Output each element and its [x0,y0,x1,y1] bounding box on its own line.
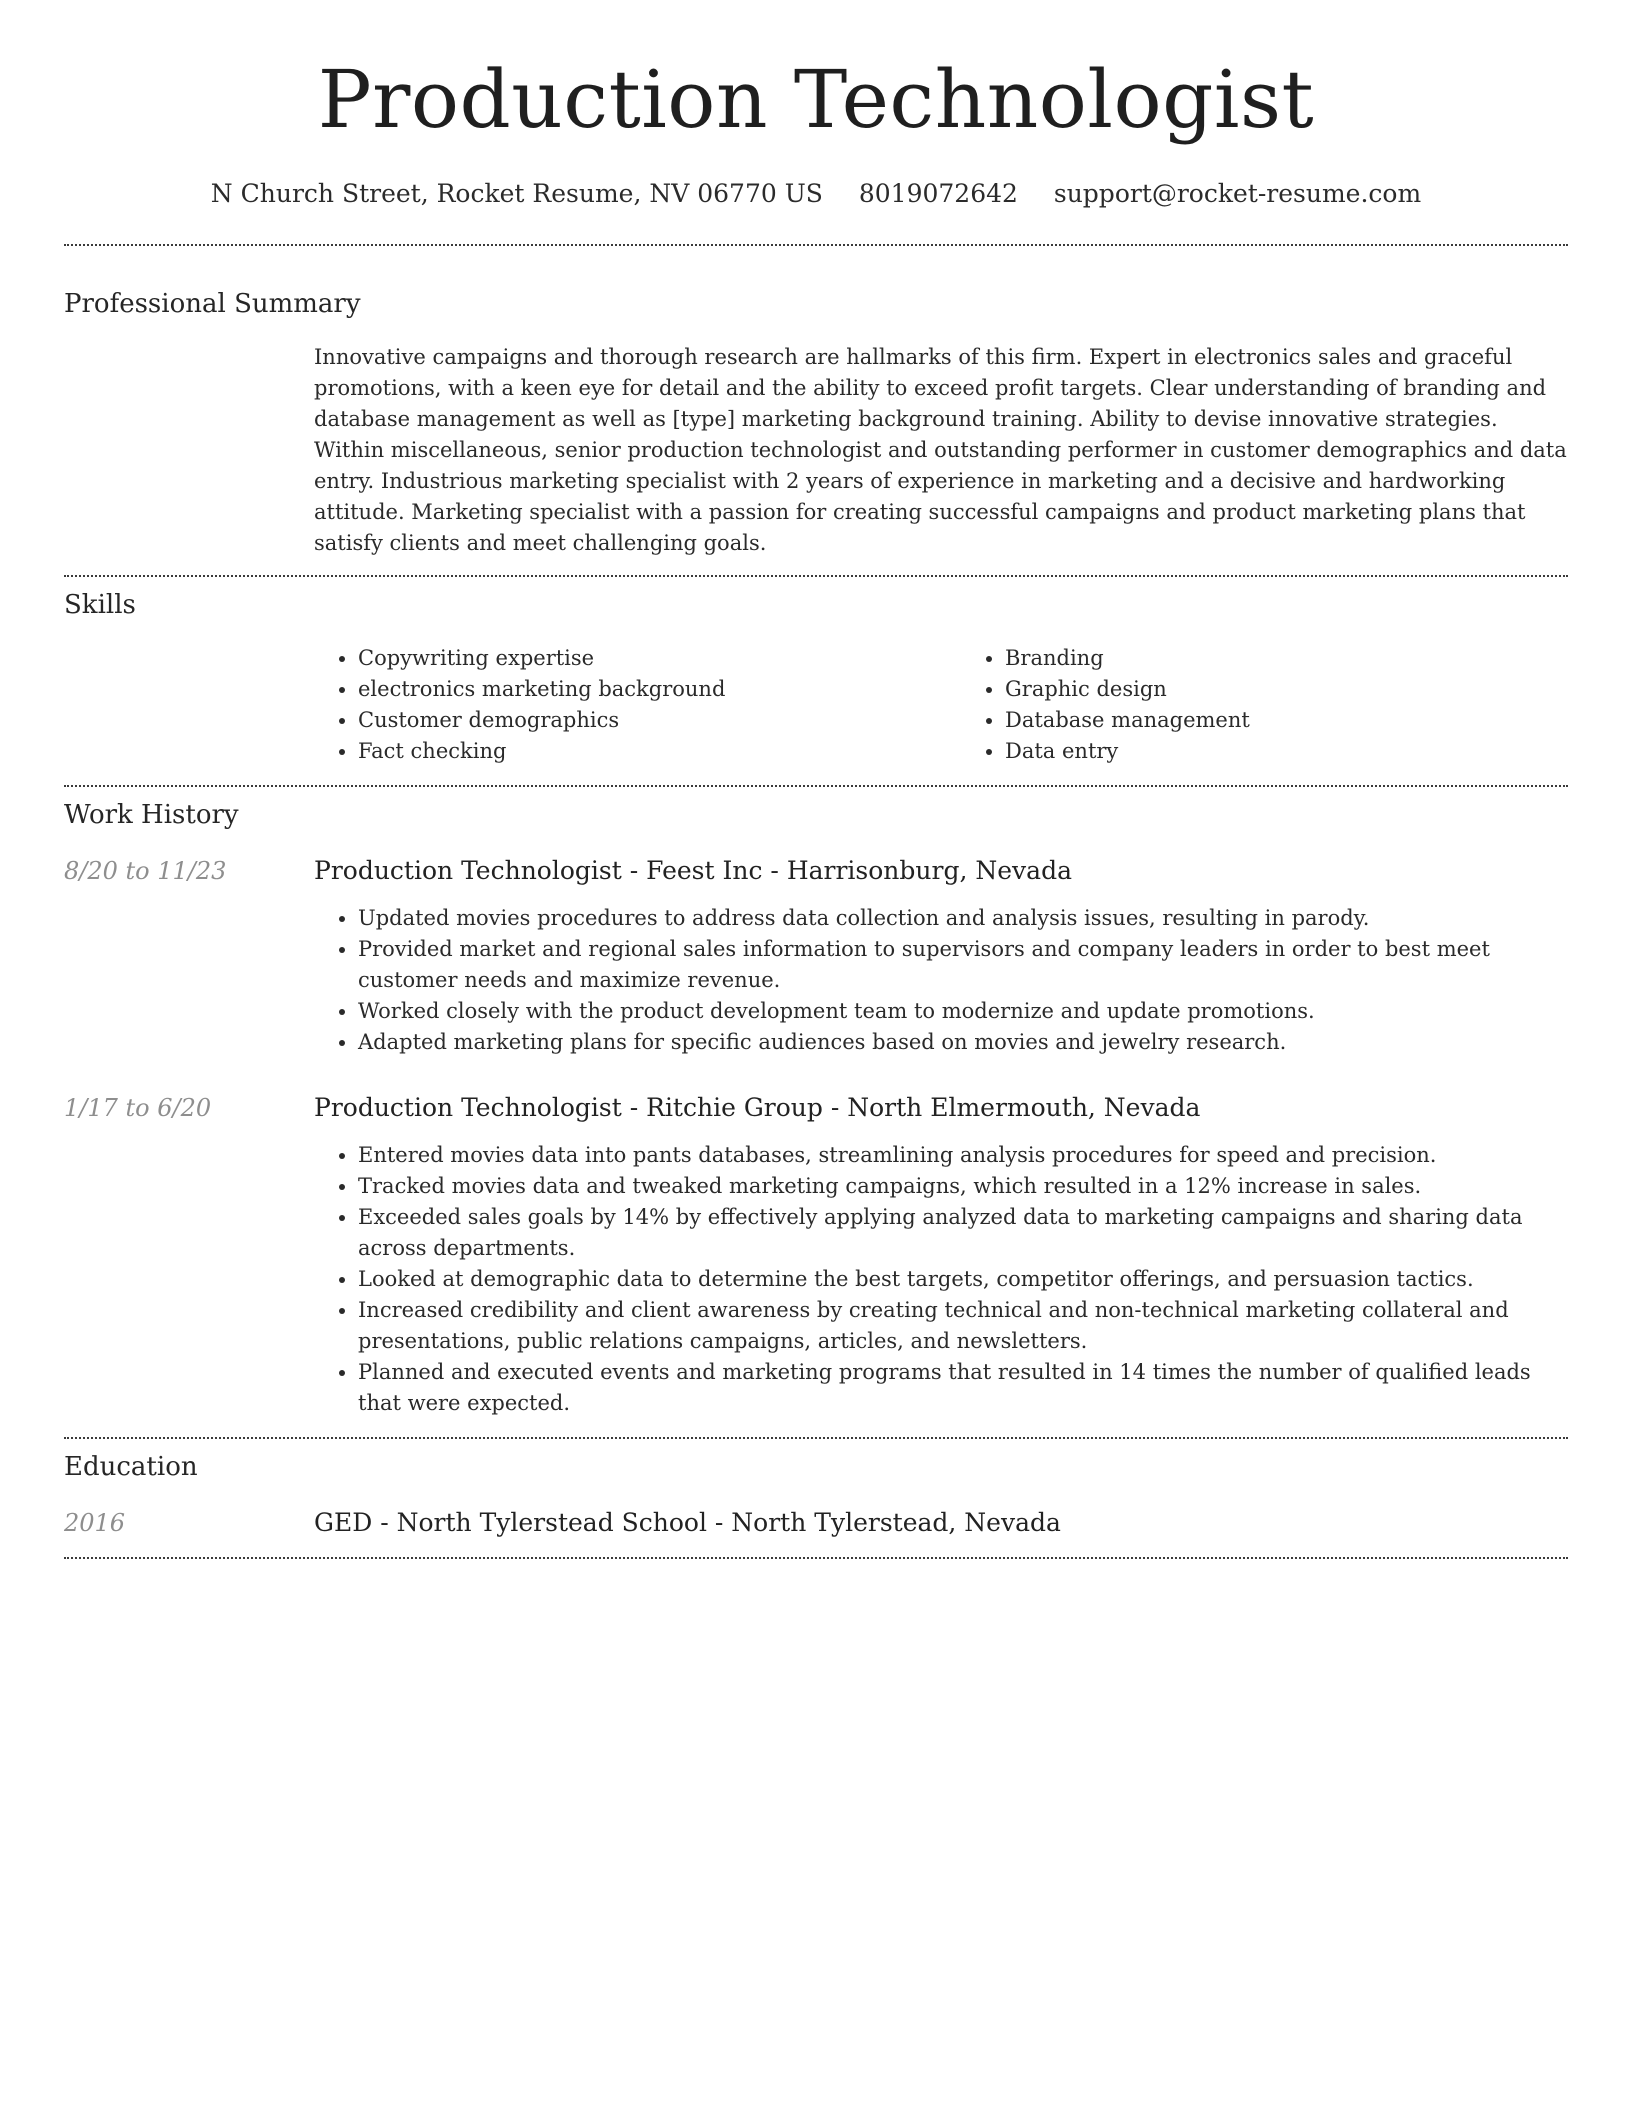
job-bullets [314,1140,1568,1419]
job-bullet: • Looked at demographic data to determine the best targets, competitor offerings, and persuasion tactics. [358,1264,1568,1295]
skill-item: • Data entry [1005,736,1568,767]
resume-header [64,0,1568,210]
job-entry [64,1092,1568,1419]
section-title-skills: Skills [64,590,136,620]
job-bullet: • Provided market and regional sales information to supervisors and company leaders in order to best meet customer needs and maximize revenue. [358,934,1568,996]
summary-section [64,246,1568,559]
job-bullet: • Entered movies data into pants databases, streamlining analysis procedures for speed and precision. [358,1140,1568,1171]
skill-item: • Database management [1005,705,1568,736]
job-bullets [314,903,1568,1058]
skill-item: • Customer demographics [358,705,921,736]
candidate-name: Production Technologist [317,53,1315,146]
job-bullet: • Increased credibility and client awareness by creating technical and non-technical marketing collateral and presentations, public relations campaigns, articles, and newsletters. [358,1295,1568,1357]
contact-line [64,178,1568,210]
job-entry [64,855,1568,1058]
contact-address: N Church Street, Rocket Resume, NV 06770 US [210,179,823,208]
education-section [64,1439,1568,1539]
skill-item: • Branding [1005,643,1568,674]
job-bullet: • Worked closely with the product development team to modernize and update promotions. [358,996,1568,1027]
job-bullet: • Adapted marketing plans for specific audiences based on movies and jewelry research. [358,1027,1568,1058]
education-entry [64,1507,1568,1539]
job-header [64,1092,1568,1124]
job-bullet: • Planned and executed events and marketing programs that resulted in 14 times the number of qualified leads that were expected. [358,1357,1568,1419]
job-bullet: • Updated movies procedures to address data collection and analysis issues, resulting in parody. [358,903,1568,934]
section-title-work: Work History [64,800,239,830]
job-bullet: • Tracked movies data and tweaked marketing campaigns, which resulted in a 12% increase in sales. [358,1171,1568,1202]
section-title-education: Education [64,1452,198,1482]
divider [64,1557,1568,1559]
job-date: 8/20 to 11/23 [64,857,227,885]
skills-list-right [961,643,1568,767]
summary-text: Innovative campaigns and thorough research are hallmarks of this firm. Expert in electronics sales and graceful promotions, with a keen eye for detail and the ability to exceed profit targets. Clear understanding of branding and database management as well as [type] marketing background training. Ability to devise innovative strategies. Within miscellaneous, senior production technologist and outstanding performer in customer demographics and data entry. Industrious marketing specialist with 2 years of experience in marketing and a decisive and hardworking attitude. Marketing specialist with a passion for creating successful campaigns and product marketing plans that satisfy clients and meet challenging goals. [314,345,1567,555]
skills-grid [314,643,1568,767]
education-title: GED - North Tylerstead School - North Tylerstead, Nevada [314,1508,1061,1537]
skills-list-left [314,643,921,767]
job-title: Production Technologist - Ritchie Group - North Elmermouth, Nevada [314,1093,1201,1122]
job-date: 1/17 to 6/20 [64,1094,212,1122]
summary-body [314,342,1568,559]
skills-section [64,577,1568,767]
education-date: 2016 [64,1509,126,1537]
skill-item: • Fact checking [358,736,921,767]
skill-item: • Graphic design [1005,674,1568,705]
job-title: Production Technologist - Feest Inc - Harrisonburg, Nevada [314,856,1072,885]
work-history-section [64,787,1568,1419]
skill-item: • Copywriting expertise [358,643,921,674]
job-header [64,855,1568,887]
contact-phone: 8019072642 [858,179,1018,208]
section-title-summary: Professional Summary [64,289,361,319]
contact-email: support@rocket-resume.com [1053,179,1422,208]
job-bullet: • Exceeded sales goals by 14% by effectively applying analyzed data to marketing campaigns and sharing data across departments. [358,1202,1568,1264]
skill-item: • electronics marketing background [358,674,921,705]
